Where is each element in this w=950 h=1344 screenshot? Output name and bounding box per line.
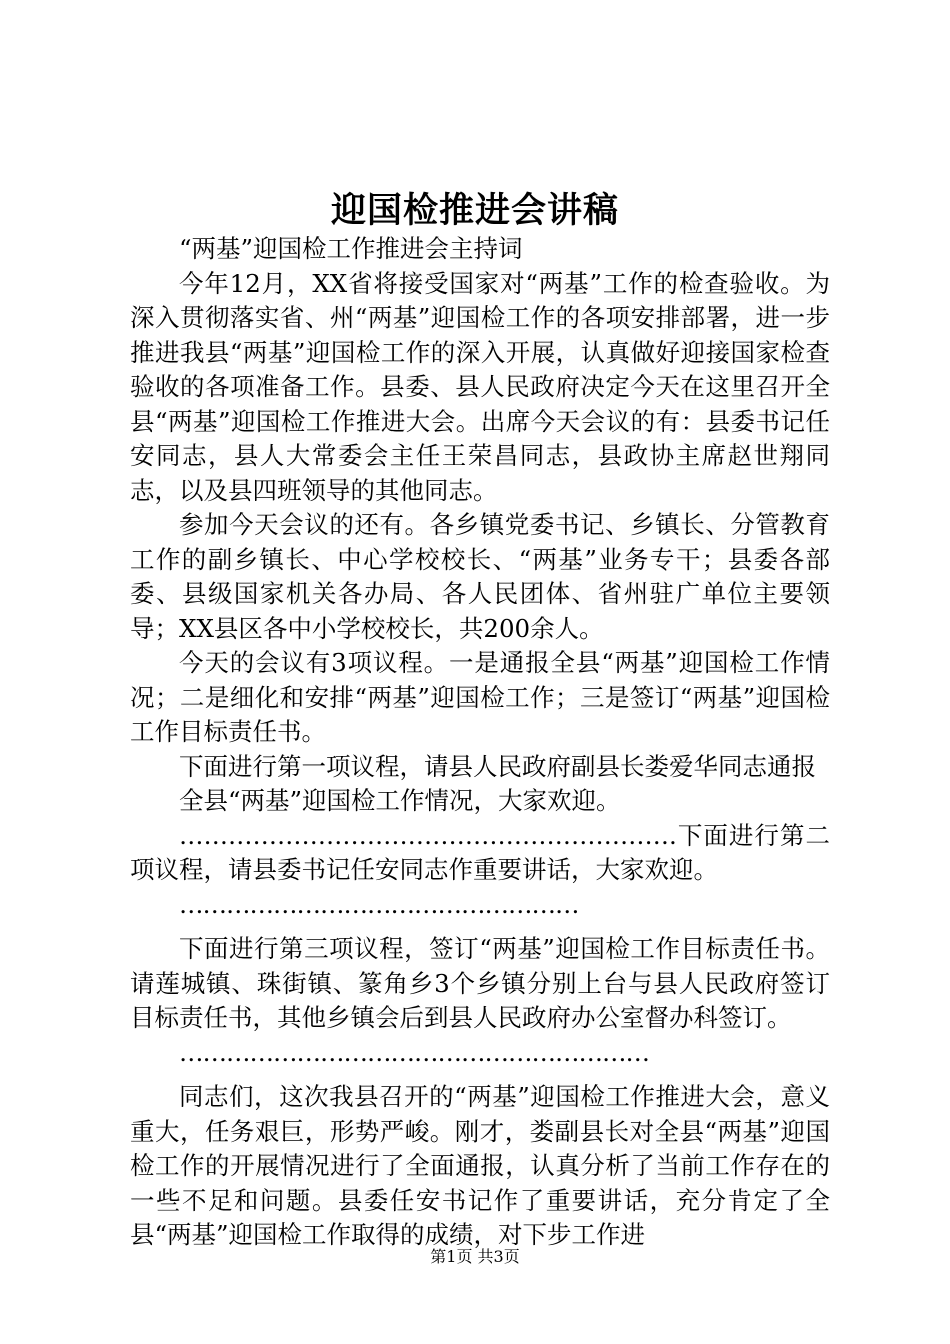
paragraph-7: 下面进行第三项议程，签订“两基”迎国检工作目标责任书。请莲城镇、珠街镇、篆角乡3个乡镇分别上台与县人民政府签订目标责任书，其他乡镇会后到县人民政府办公室督办科签订。	[130, 934, 830, 1032]
paragraph-3: 今天的会议有3项议程。一是通报全县“两基”迎国检工作情况；二是细化和安排“两基”迎国检工作；三是签订“两基”迎国检工作目标责任书。	[130, 648, 830, 746]
document-title: 迎国检推进会讲稿	[330, 190, 619, 231]
paragraph-4: 下面进行第一项议程，请县人民政府副县长娄爱华同志通报	[179, 751, 816, 781]
document-subtitle: “两基”迎国检工作推进会主持词	[179, 234, 523, 263]
paragraph-8: 同志们，这次我县召开的“两基”迎国检工作推进大会，意义重大，任务艰巨，形势严峻。刚才，娄副县长对全县“两基”迎国检工作的开展情况进行了全面通报，认真分析了当前工作存在的一些不足和问题。县委任安书记作了重要讲话，充分肯定了全县“两基”迎国检工作取得的成绩，对下步工作进	[130, 1082, 830, 1249]
document-body	[130, 232, 830, 1253]
paragraph-2: 参加今天会议的还有。各乡镇党委书记、乡镇长、分管教育工作的副乡镇长、中心学校校长、“两基”业务专干；县委各部委、县级国家机关各办局、各人民团体、省州驻广单位主要领导；XX县区各中小学校校长，共200余人。	[130, 510, 830, 643]
dotted-separator-1: ……………………………………………	[179, 889, 579, 919]
paragraph-1: 今年12月，XX省将接受国家对“两基”工作的检查验收。为深入贯彻落实省、州“两基”迎国检工作的各项安排部署，进一步推进我县“两基”迎国检工作的深入开展，认真做好迎接国家检查验收的各项准备工作。县委、县人民政府决定今天在这里召开全县“两基”迎国检工作推进大会。出席今天会议的有：县委书记任安同志，县人大常委会主任王荣昌同志，县政协主席赵世翔同志，以及县四班领导的其他同志。	[130, 268, 830, 505]
paragraph-5: 全县“两基”迎国检工作情况，大家欢迎。	[179, 786, 621, 815]
dotted-separator-2: ……………………………………………………	[179, 1037, 649, 1067]
page-footer: 第1页 共3页	[430, 1247, 520, 1266]
paragraph-6: …………………………………………………….下面进行第二项议程，请县委书记任安同志作重要讲话，大家欢迎。	[130, 820, 830, 884]
